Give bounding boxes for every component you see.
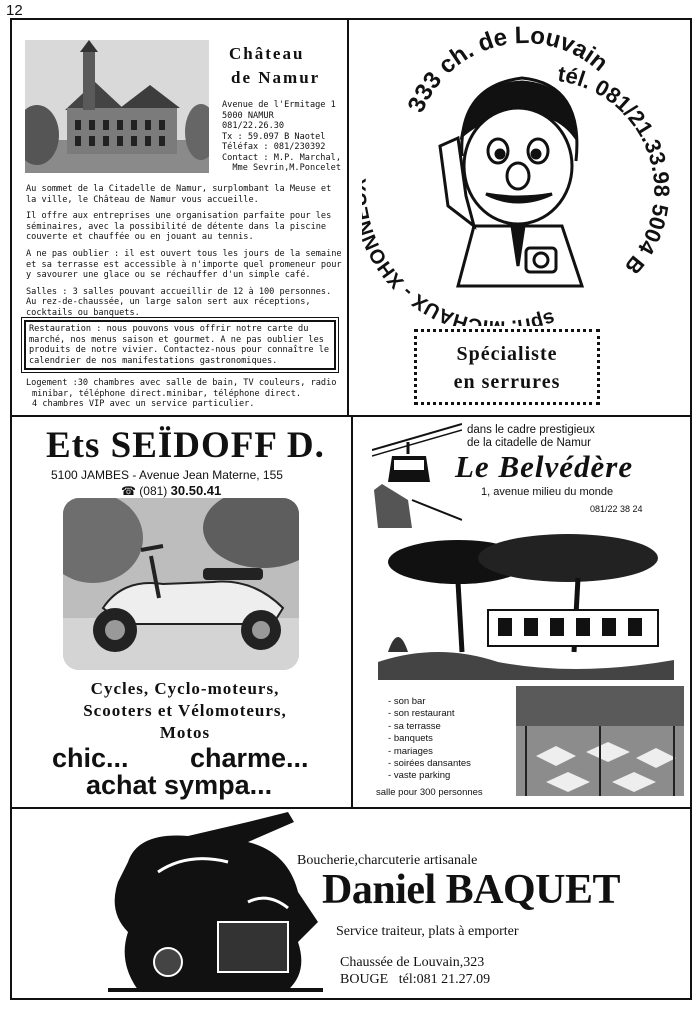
- intro-line: de la citadelle de Namur: [467, 437, 592, 449]
- divider-mid-vertical: [351, 415, 353, 808]
- locksmith-arc-top: 333 ch. de Louvain: [402, 26, 614, 117]
- seidoff-title: Ets SEÏDOFF D.: [46, 425, 325, 466]
- chateau-description: [26, 184, 344, 325]
- locksmith-arc-left: sprl CHAUX - XHO: [364, 243, 558, 326]
- restauration-box: Restauration : nous pouvons vous offrir notre carte du marché, nos menus saison et gourmet. A ne pas oublier les produits de notre vivier. Contactez-nous pour connaître le calendrier de nos manifestations gastronomiques.: [24, 320, 336, 370]
- belvedere-capacity: salle pour 300 personnes: [376, 787, 483, 798]
- chateau-address-line: Mme Sevrin,M.Poncelet: [222, 163, 341, 173]
- phone-icon: ☎ (081): [121, 484, 168, 498]
- chateau-paragraph: Au sommet de la Citadelle de Namur, surplombant la Meuse et la ville, le Château de Namur vous accueille.: [26, 184, 332, 205]
- chateau-title-line2: de Namur: [231, 68, 321, 87]
- divider-top: [347, 18, 349, 416]
- baquet-address-line: BOUGE tél:081 21.27.09: [340, 972, 491, 987]
- logement-line: Logement :30 chambres avec salle de bain, TV couleurs, radio: [26, 378, 337, 388]
- feature-item: - soirées dansantes: [388, 758, 471, 770]
- baquet-address: [340, 954, 490, 988]
- seidoff-products: [40, 678, 330, 744]
- chateau-address: [222, 100, 341, 174]
- slogan-chic: chic...: [52, 743, 129, 773]
- chateau-photo: [25, 40, 209, 173]
- belvedere-address: 1, avenue milieu du monde: [481, 486, 614, 498]
- locksmith-logo: [362, 26, 678, 326]
- chateau-address-line: 5000 NAMUR: [222, 110, 274, 121]
- feature-item: - sa terrasse: [388, 721, 471, 733]
- slogan-charme: charme...: [190, 743, 309, 773]
- chateau-address-line: Tx : 59.097 B Naotel: [222, 131, 326, 142]
- product-line: Cycles, Cyclo-moteurs,: [90, 679, 280, 698]
- scooter-photo: [63, 498, 299, 670]
- divider-bottom: [10, 807, 692, 809]
- locksmith-mascot-icon: [440, 78, 582, 286]
- specialty-line: Spécialiste: [456, 343, 558, 365]
- seidoff-address: 5100 JAMBES - Avenue Jean Materne, 155: [51, 468, 283, 482]
- chateau-address-line: 081/22.26.30: [222, 121, 285, 131]
- intro-line: dans le cadre prestigieux: [467, 424, 595, 436]
- chateau-title-line1: Château: [229, 44, 305, 63]
- logement-line: 4 chambres VIP avec un service particulier.: [32, 399, 255, 410]
- baquet-name: Daniel BAQUET: [322, 867, 621, 913]
- chateau-address-line: Contact : M.P. Marchal,: [222, 152, 341, 163]
- feature-item: - banquets: [388, 733, 471, 745]
- belvedere-intro: [467, 424, 595, 450]
- restaurant-photo: [516, 686, 684, 796]
- pig-illustration: [98, 812, 328, 996]
- specialty-line: en serrures: [453, 371, 561, 393]
- chateau-paragraph: Salles : 3 salles pouvant accueillir de 12 à 100 personnes. Au rez-de-chaussée, un large salon sert aux réceptions, cocktails ou banquets.: [26, 286, 332, 318]
- belvedere-drawing: [378, 522, 674, 680]
- belvedere-phone: 081/22 38 24: [590, 504, 643, 514]
- feature-item: - son bar: [388, 696, 471, 708]
- chateau-logement: [26, 378, 344, 410]
- baquet-address-line: Chaussée de Louvain,323: [340, 955, 485, 970]
- belvedere-name: Le Belvédère: [455, 449, 634, 484]
- product-line: Scooters et Vélomoteurs,: [83, 701, 287, 720]
- seidoff-phone-number: 30.50.41: [170, 483, 222, 498]
- chateau-address-line: Téléfax : 081/230392: [222, 142, 326, 152]
- baquet-service: Service traiteur, plats à emporter: [336, 924, 519, 939]
- chateau-paragraph: A ne pas oublier : il est ouvert tous les jours de la semaine et sa terrasse est accessible à n'importe quel promeneur pour y savourer une glace ou se réchauffer d'un simple café.: [26, 248, 342, 281]
- chateau-paragraph: Il offre aux entreprises une organisation parfaite pour les séminaires, avec la possibilité de détente dans la piscine couverte et chauffée ou en jouant au tennis.: [26, 211, 332, 243]
- feature-item: - vaste parking: [388, 770, 471, 782]
- feature-item: - son restaurant: [388, 708, 471, 720]
- logement-line: minibar, téléphone direct.minibar, téléphone direct.: [32, 388, 302, 399]
- seidoff-phone: [121, 483, 221, 498]
- locksmith-specialty: [414, 329, 600, 405]
- product-line: Motos: [159, 723, 211, 742]
- slogan-achat: achat sympa...: [86, 770, 273, 800]
- chateau-address-line: Avenue de l'Ermitage 1: [222, 100, 336, 110]
- feature-item: - mariages: [388, 746, 471, 758]
- locksmith-arc-right: tél. 081/21.33.98 5004 B: [556, 61, 675, 280]
- baquet-subtitle: Boucherie,charcuterie artisanale: [297, 853, 478, 868]
- cable-car-icon: [372, 420, 462, 530]
- page-number: 12: [6, 2, 23, 19]
- chateau-title: [229, 42, 320, 90]
- belvedere-features: [388, 696, 471, 783]
